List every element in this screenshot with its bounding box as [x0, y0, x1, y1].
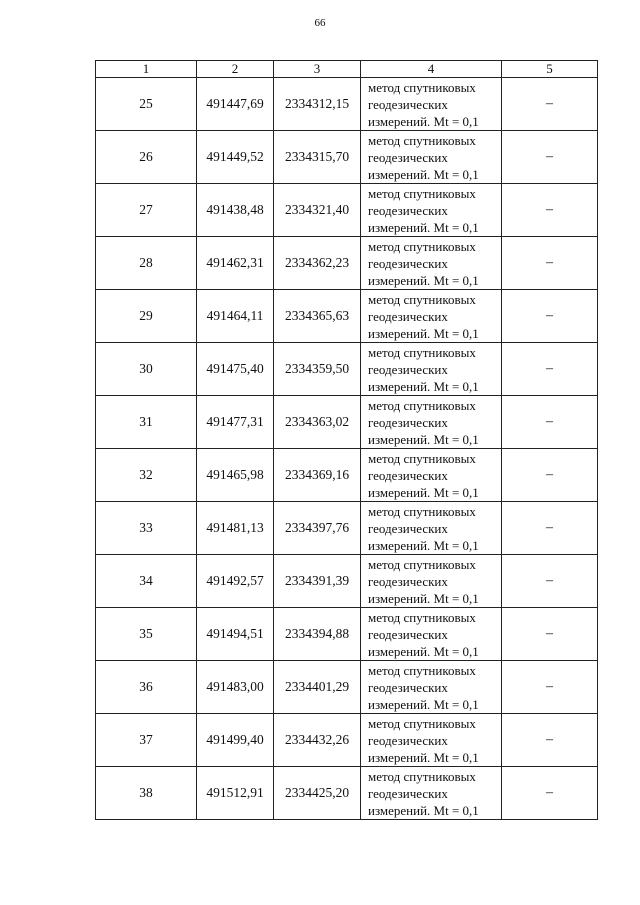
x-coordinate-cell: 491447,69: [197, 78, 274, 131]
header-cell-point: 1: [96, 61, 197, 78]
x-coordinate-cell: 491449,52: [197, 131, 274, 184]
x-coordinate-cell: 491512,91: [197, 767, 274, 820]
table-row: [96, 237, 598, 290]
x-coordinate-cell: 491462,31: [197, 237, 274, 290]
y-coordinate-cell: 2334397,76: [274, 502, 361, 555]
note-cell: –: [502, 184, 598, 237]
table-row: [96, 502, 598, 555]
header-cell-y: 3: [274, 61, 361, 78]
method-cell: метод спутниковых геодезических измерений. Mt = 0,1: [361, 78, 502, 131]
method-cell: метод спутниковых геодезических измерений. Mt = 0,1: [361, 237, 502, 290]
table-row: [96, 290, 598, 343]
method-cell: метод спутниковых геодезических измерений. Mt = 0,1: [361, 555, 502, 608]
method-cell: метод спутниковых геодезических измерений. Mt = 0,1: [361, 767, 502, 820]
note-cell: –: [502, 78, 598, 131]
point-number-cell: 29: [96, 290, 197, 343]
x-coordinate-cell: 491438,48: [197, 184, 274, 237]
page-number: 66: [314, 17, 326, 29]
table-row: [96, 343, 598, 396]
table-row: [96, 449, 598, 502]
table-row: [96, 396, 598, 449]
table-row: [96, 131, 598, 184]
y-coordinate-cell: 2334359,50: [274, 343, 361, 396]
point-number-cell: 31: [96, 396, 197, 449]
point-number-cell: 28: [96, 237, 197, 290]
table-row: [96, 184, 598, 237]
note-cell: –: [502, 661, 598, 714]
y-coordinate-cell: 2334321,40: [274, 184, 361, 237]
table-row: [96, 767, 598, 820]
point-number-cell: 37: [96, 714, 197, 767]
y-coordinate-cell: 2334425,20: [274, 767, 361, 820]
x-coordinate-cell: 491483,00: [197, 661, 274, 714]
y-coordinate-cell: 2334369,16: [274, 449, 361, 502]
x-coordinate-cell: 491494,51: [197, 608, 274, 661]
note-cell: –: [502, 555, 598, 608]
header-cell-x: 2: [197, 61, 274, 78]
y-coordinate-cell: 2334365,63: [274, 290, 361, 343]
header-cell-method: 4: [361, 61, 502, 78]
point-number-cell: 34: [96, 555, 197, 608]
note-cell: –: [502, 767, 598, 820]
method-cell: метод спутниковых геодезических измерений. Mt = 0,1: [361, 714, 502, 767]
method-cell: метод спутниковых геодезических измерений. Mt = 0,1: [361, 661, 502, 714]
point-number-cell: 33: [96, 502, 197, 555]
method-cell: метод спутниковых геодезических измерений. Mt = 0,1: [361, 608, 502, 661]
header-row: [96, 61, 598, 78]
point-number-cell: 35: [96, 608, 197, 661]
point-number-cell: 30: [96, 343, 197, 396]
method-cell: метод спутниковых геодезических измерений. Mt = 0,1: [361, 184, 502, 237]
x-coordinate-cell: 491492,57: [197, 555, 274, 608]
x-coordinate-cell: 491464,11: [197, 290, 274, 343]
y-coordinate-cell: 2334362,23: [274, 237, 361, 290]
note-cell: –: [502, 608, 598, 661]
point-number-cell: 38: [96, 767, 197, 820]
method-cell: метод спутниковых геодезических измерений. Mt = 0,1: [361, 290, 502, 343]
y-coordinate-cell: 2334401,29: [274, 661, 361, 714]
note-cell: –: [502, 714, 598, 767]
note-cell: –: [502, 502, 598, 555]
x-coordinate-cell: 491477,31: [197, 396, 274, 449]
note-cell: –: [502, 343, 598, 396]
x-coordinate-cell: 491481,13: [197, 502, 274, 555]
note-cell: –: [502, 290, 598, 343]
y-coordinate-cell: 2334312,15: [274, 78, 361, 131]
header-cell-note: 5: [502, 61, 598, 78]
y-coordinate-cell: 2334315,70: [274, 131, 361, 184]
point-number-cell: 25: [96, 78, 197, 131]
x-coordinate-cell: 491475,40: [197, 343, 274, 396]
method-cell: метод спутниковых геодезических измерений. Mt = 0,1: [361, 131, 502, 184]
point-number-cell: 27: [96, 184, 197, 237]
method-cell: метод спутниковых геодезических измерений. Mt = 0,1: [361, 502, 502, 555]
y-coordinate-cell: 2334391,39: [274, 555, 361, 608]
coordinates-table: [95, 60, 598, 820]
note-cell: –: [502, 396, 598, 449]
point-number-cell: 36: [96, 661, 197, 714]
y-coordinate-cell: 2334363,02: [274, 396, 361, 449]
note-cell: –: [502, 131, 598, 184]
point-number-cell: 26: [96, 131, 197, 184]
table-row: [96, 555, 598, 608]
table-row: [96, 661, 598, 714]
table-row: [96, 78, 598, 131]
method-cell: метод спутниковых геодезических измерений. Mt = 0,1: [361, 343, 502, 396]
table-row: [96, 608, 598, 661]
table-body: [96, 78, 598, 820]
y-coordinate-cell: 2334432,26: [274, 714, 361, 767]
table-row: [96, 714, 598, 767]
x-coordinate-cell: 491499,40: [197, 714, 274, 767]
point-number-cell: 32: [96, 449, 197, 502]
note-cell: –: [502, 237, 598, 290]
method-cell: метод спутниковых геодезических измерений. Mt = 0,1: [361, 449, 502, 502]
y-coordinate-cell: 2334394,88: [274, 608, 361, 661]
method-cell: метод спутниковых геодезических измерений. Mt = 0,1: [361, 396, 502, 449]
note-cell: –: [502, 449, 598, 502]
x-coordinate-cell: 491465,98: [197, 449, 274, 502]
